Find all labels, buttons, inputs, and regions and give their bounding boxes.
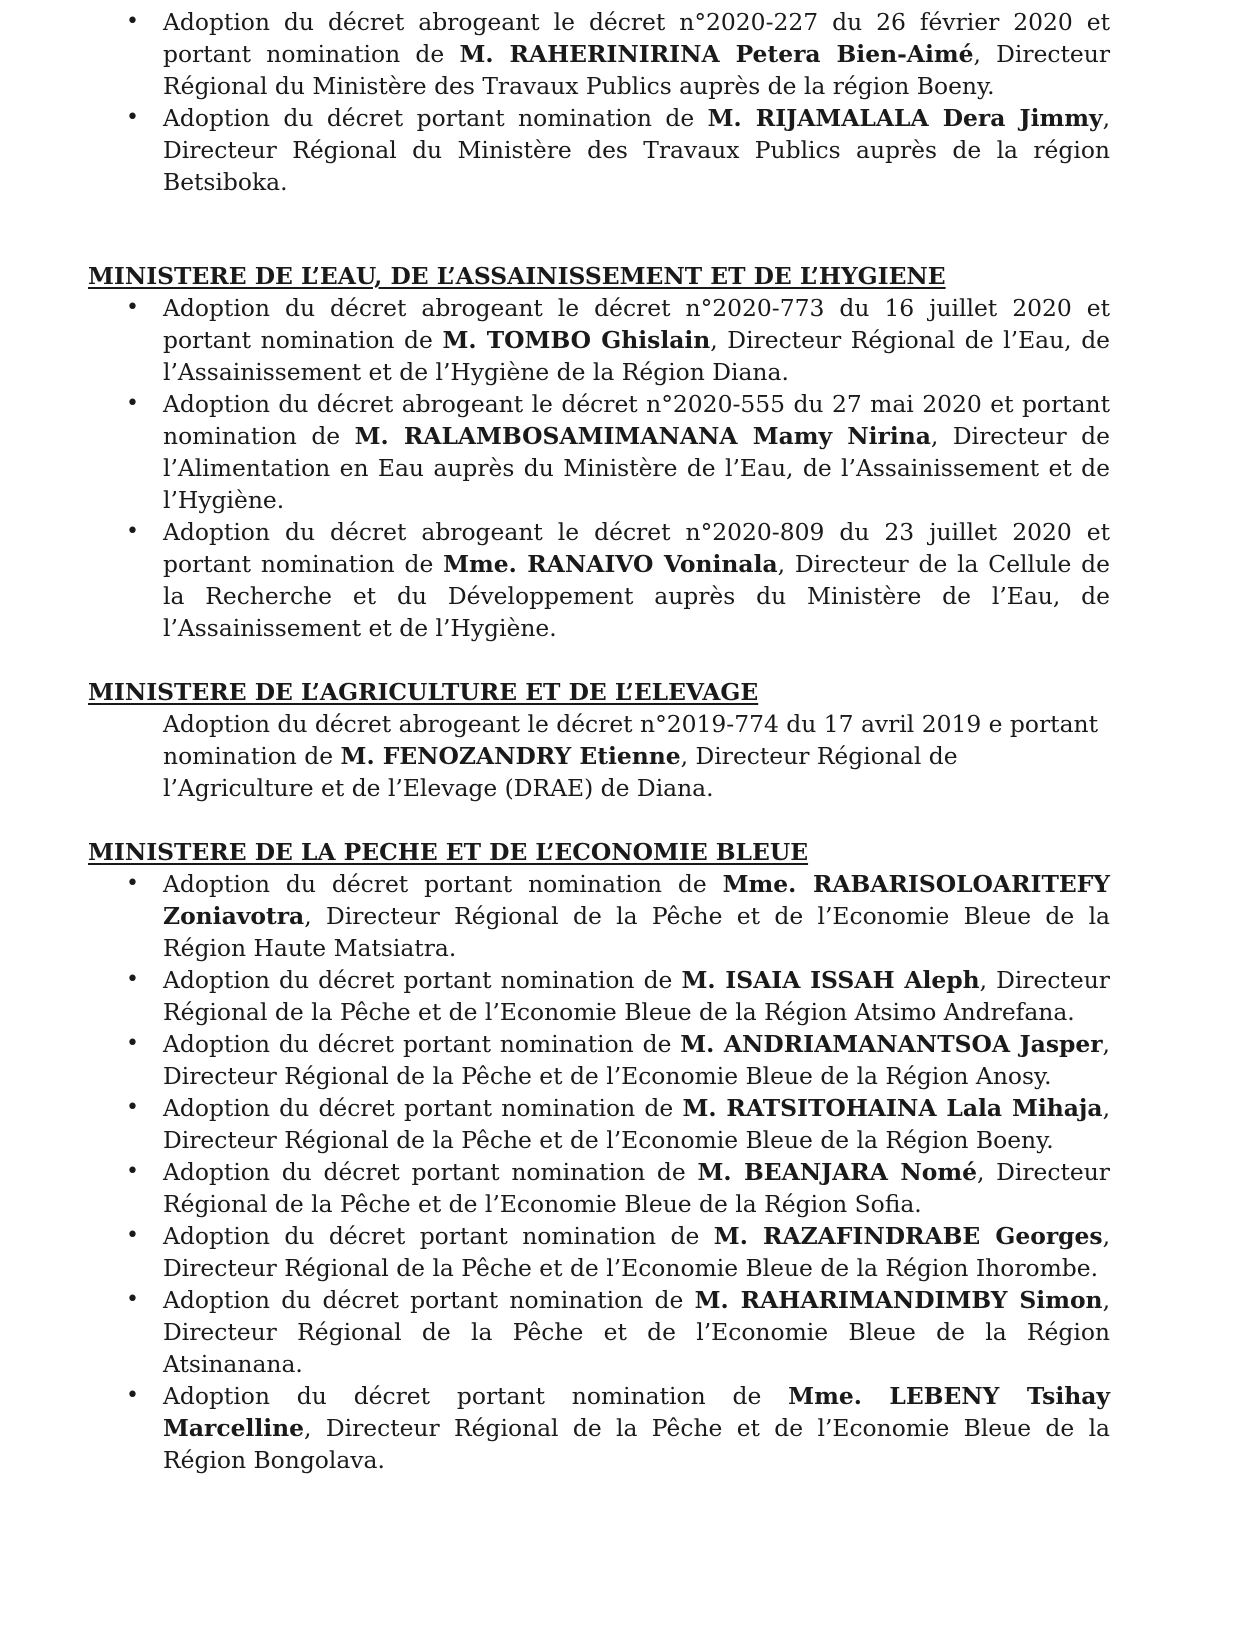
appointee-name: M. RAZAFINDRABE Georges [713,1222,1103,1250]
bullet-list-eau [88,292,1110,644]
list-item: • Adoption du décret portant nomination de M. BEANJARA Nomé, Directeur Régional de la Pêche et de l’Economie Bleue de la Région Sofia. [88,1156,1110,1220]
paragraph-agriculture: Adoption du décret abrogeant le décret n°2019-774 du 17 avril 2019 e portant nomination de M. FENOZANDRY Etienne, Directeur Régional de l’Agriculture et de l’Elevage (DRAE) de Diana. [163,710,1098,802]
list-item: • Adoption du décret portant nomination de Mme. RABARISOLOARITEFY Zoniavotra, Directeur Régional de la Pêche et de l’Economie Bleue de la Région Haute Matsiatra. [88,868,1110,964]
list-item: • Adoption du décret portant nomination de Mme. LEBENY Tsihay Marcelline, Directeur Régional de la Pêche et de l’Economie Bleue de la Région Bongolava. [88,1380,1110,1476]
list-item: • Adoption du décret portant nomination de M. RATSITOHAINA Lala Mihaja, Directeur Régional de la Pêche et de l’Economie Bleue de la Région Boeny. [88,1092,1110,1156]
appointee-name: M. RIJAMALALA Dera Jimmy [707,104,1103,132]
appointee-name: M. RAHERINIRINA Petera Bien-Aimé [459,40,974,68]
appointee-name: M. TOMBO Ghislain [442,326,711,354]
appointee-name: M. BEANJARA Nomé [697,1158,977,1186]
appointee-name: M. RAHARIMANDIMBY Simon [694,1286,1103,1314]
appointee-name: M. RALAMBOSAMIMANANA Mamy Nirina [354,422,931,450]
section-heading-agriculture: MINISTERE DE L’AGRICULTURE ET DE L’ELEVAGE [88,678,759,706]
appointee-name: Mme. LEBENY Tsihay Marcelline [163,1382,1110,1442]
list-item: • Adoption du décret portant nomination de M. ISAIA ISSAH Aleph, Directeur Régional de la Pêche et de l’Economie Bleue de la Région Atsimo Andrefana. [88,964,1110,1028]
section-heading-eau: MINISTERE DE L’EAU, DE L’ASSAINISSEMENT ET DE L’HYGIENE [88,262,946,290]
list-item: • Adoption du décret abrogeant le décret n°2020-227 du 26 février 2020 et portant nomination de M. RAHERINIRINA Petera Bien-Aimé, Directeur Régional du Ministère des Travaux Publics auprès de la région Boeny. [88,6,1110,102]
list-item: • Adoption du décret abrogeant le décret n°2020-555 du 27 mai 2020 et portant nomination de M. RALAMBOSAMIMANANA Mamy Nirina, Directeur de l’Alimentation en Eau auprès du Ministère de l’Eau, de l’Assainissement et de l’Hygiène. [88,388,1110,516]
section-heading-peche: MINISTERE DE LA PECHE ET DE L’ECONOMIE BLEUE [88,838,809,866]
bullet-list-travaux-publics [88,6,1110,198]
appointee-name: Mme. RABARISOLOARITEFY Zoniavotra [163,870,1110,930]
list-item: • Adoption du décret portant nomination de M. RAZAFINDRABE Georges, Directeur Régional de la Pêche et de l’Economie Bleue de la Région Ihorombe. [88,1220,1110,1284]
appointee-name: M. ANDRIAMANANTSOA Jasper [680,1030,1103,1058]
list-item: • Adoption du décret abrogeant le décret n°2020-809 du 23 juillet 2020 et portant nomination de Mme. RANAIVO Voninala, Directeur de la Cellule de la Recherche et du Développement auprès du Ministère de l’Eau, de l’Assainissement et de l’Hygiène. [88,516,1110,644]
bullet-list-peche [88,868,1110,1476]
list-item: • Adoption du décret portant nomination de M. RAHARIMANDIMBY Simon, Directeur Régional de la Pêche et de l’Economie Bleue de la Région Atsinanana. [88,1284,1110,1380]
list-item: • Adoption du décret portant nomination de M. ANDRIAMANANTSOA Jasper, Directeur Régional de la Pêche et de l’Economie Bleue de la Région Anosy. [88,1028,1110,1092]
appointee-name: M. FENOZANDRY Etienne [340,742,681,770]
appointee-name: M. ISAIA ISSAH Aleph [681,966,980,994]
list-item: • Adoption du décret abrogeant le décret n°2020-773 du 16 juillet 2020 et portant nomination de M. TOMBO Ghislain, Directeur Régional de l’Eau, de l’Assainissement et de l’Hygiène de la Région Diana. [88,292,1110,388]
list-item: • Adoption du décret portant nomination de M. RIJAMALALA Dera Jimmy, Directeur Régional du Ministère des Travaux Publics auprès de la région Betsiboka. [88,102,1110,198]
appointee-name: M. RATSITOHAINA Lala Mihaja [682,1094,1103,1122]
appointee-name: Mme. RANAIVO Voninala [443,550,778,578]
